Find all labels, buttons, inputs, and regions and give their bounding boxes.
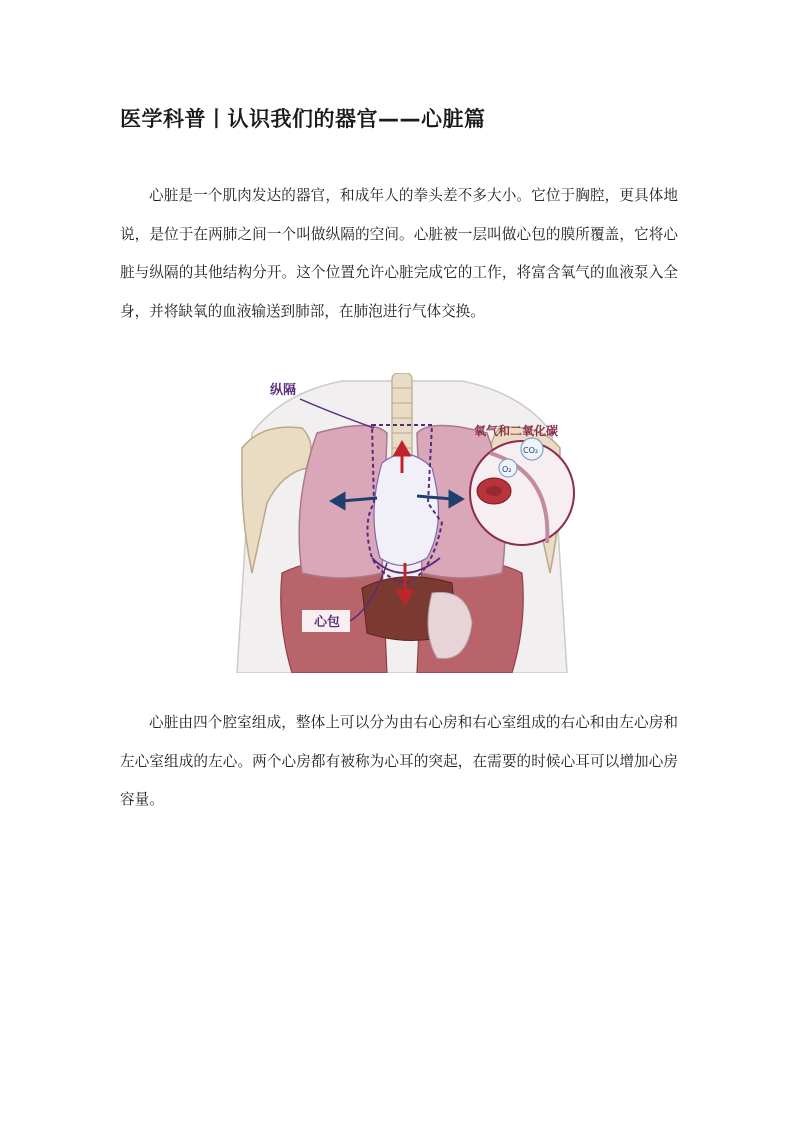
label-pericardium: 心包 xyxy=(314,615,341,630)
heart-anatomy-illustration xyxy=(222,373,580,673)
label-co2: CO₂ xyxy=(523,446,539,455)
paragraph-heart-chambers: 心脏由四个腔室组成，整体上可以分为由右心房和右心室组成的右心和由左心房和左心室组成的左心。两个心房都有被称为心耳的突起，在需要的时候心耳可以增加心房容量。 xyxy=(120,714,678,808)
label-mediastinum: 纵隔 xyxy=(270,383,297,398)
paragraph-heart-location: 心脏是一个肌肉发达的器官，和成年人的拳头差不多大小。它位于胸腔，更具体地说，是位于在两肺之间一个叫做纵隔的空间。心脏被一层叫做心包的膜所覆盖，它将心脏与纵隔的其他结构分开。这个位置允许心脏完成它的工作，将富含氧气的血液泵入全身，并将缺氧的血液输送到肺部，在肺泡进行气体交换。 xyxy=(120,187,678,320)
label-gas-exchange-line1: 氧气和二氧化碳 xyxy=(473,424,558,438)
label-o2: O₂ xyxy=(502,465,512,474)
page-title: 医学科普丨认识我们的器官——心脏篇 xyxy=(120,107,486,131)
